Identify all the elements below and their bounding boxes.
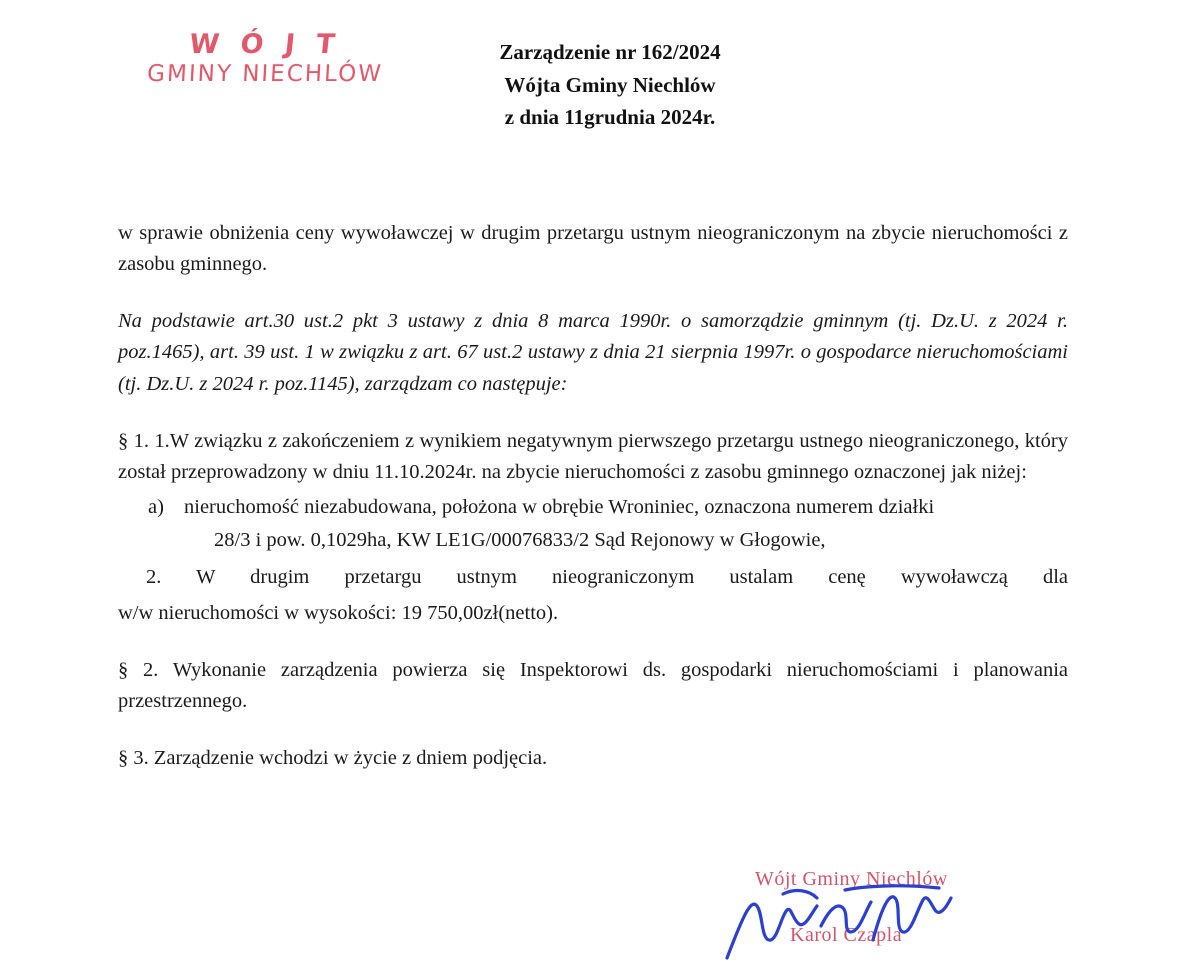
title-line-3: z dnia 11grudnia 2024r. — [504, 105, 716, 130]
stamp-line-2: GMINY NIECHLÓW — [146, 60, 384, 87]
municipality-stamp — [140, 30, 390, 90]
list-item-text: nieruchomość niezabudowana, położona w obrębie Wroniniec, oznaczona numerem działki — [184, 496, 935, 519]
handwritten-signature-icon — [725, 880, 985, 960]
paragraph-1-point-2-line-1: 2. W drugim przetargu ustnym nieograniczonym ustalam cenę wywoławczą dla — [146, 566, 1068, 589]
title-line-1: Zarządzenie nr 162/2024 — [499, 40, 721, 64]
list-item — [118, 492, 1068, 523]
document-title — [400, 36, 820, 134]
paragraph-3: § 3. Zarządzenie wchodzi w życie z dniem podjęcia. — [118, 747, 548, 770]
title-line-2: Wójta Gminy Niechlów — [504, 72, 716, 97]
signature-stamp-title: Wójt Gminy Niechlów — [755, 868, 948, 890]
document-header — [0, 18, 1179, 148]
document-body — [118, 218, 1068, 774]
stamp-line-1: W Ó J T — [187, 29, 343, 60]
paragraph-2: § 2. Wykonanie zarządzenia powierza się Inspektorowi ds. gospodarki nieruchomościami i planowania przestrzennego. — [118, 658, 1068, 712]
signature-block — [735, 858, 1135, 958]
signature-stamp-name: Karol Czapla — [790, 924, 903, 946]
paragraph-1-point-2-line-2: w/w nieruchomości w wysokości: 19 750,00zł(netto). — [118, 601, 559, 624]
list-item-marker: a) — [148, 496, 164, 519]
paragraph-1-intro: § 1. 1.W związku z zakończeniem z wynikiem negatywnym pierwszego przetargu ustnego nieograniczonego, który został przeprowadzony w dniu 11.10.2024r. na zbycie nieruchomości z zasobu gminnego oznaczonej jak niżej: — [118, 429, 1068, 483]
legal-basis-paragraph: Na podstawie art.30 ust.2 pkt 3 ustawy z dnia 8 marca 1990r. o samorządzie gminnym (tj. Dz.U. z 2024 r. poz.1465), art. 39 ust. 1 w związku z art. 67 ust.2 ustawy z dnia 21 sierpnia 1997r. o gospodarce nieruchomościami (tj. Dz.U. z 2024 r. poz.1145), zarządzam co następuje: — [118, 310, 1068, 395]
subject-paragraph: w sprawie obniżenia ceny wywoławczej w drugim przetargu ustnym nieograniczonym na zbycie nieruchomości z zasobu gminnego. — [118, 222, 1068, 276]
list-item-text-continued: 28/3 i pow. 0,1029ha, KW LE1G/00076833/2 Sąd Rejonowy w Głogowie, — [214, 529, 826, 552]
